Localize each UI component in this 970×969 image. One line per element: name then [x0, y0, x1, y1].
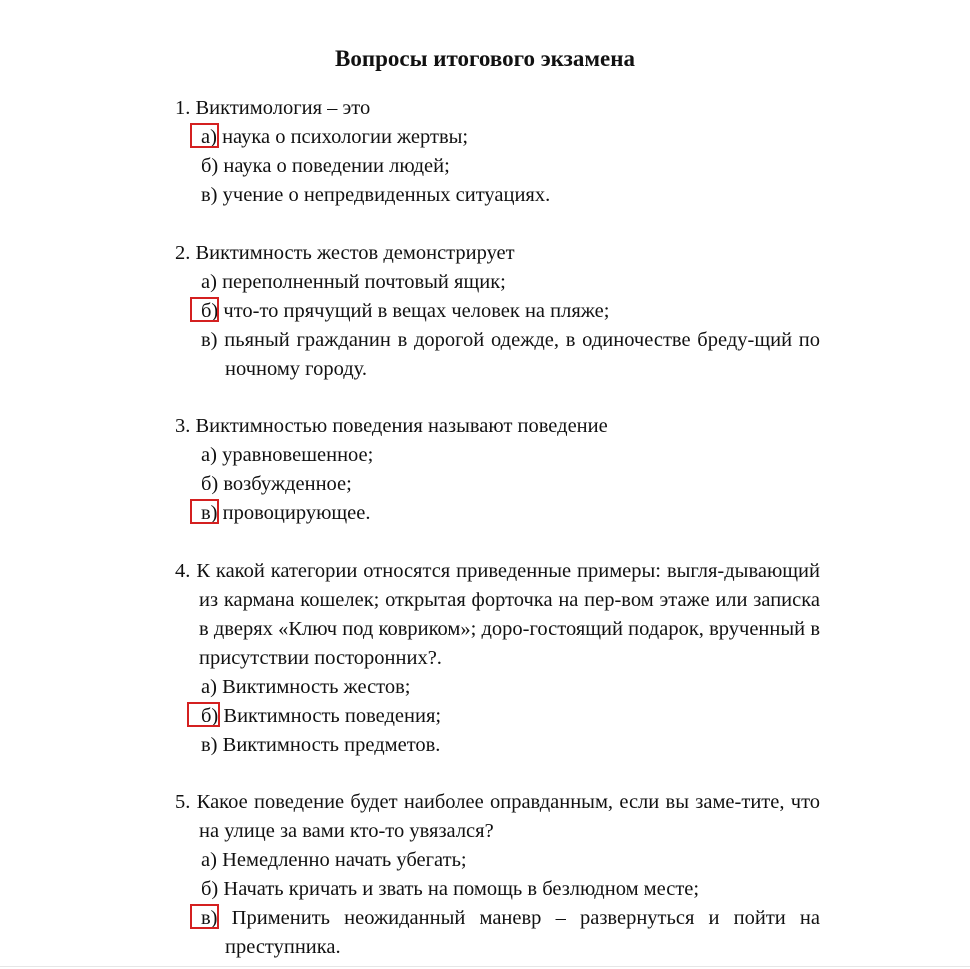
option-letter: а)	[201, 444, 217, 466]
question-body: Какое поведение будет наиболее оправданным, если вы заме-тите, что на улице за вами кто-то увязался?	[196, 791, 821, 842]
answer-option-5c[interactable]	[175, 904, 820, 962]
option-letter: а)	[201, 271, 217, 293]
option-letter: б)	[201, 297, 218, 326]
question-3	[175, 412, 820, 528]
answer-option-5a[interactable]	[175, 846, 820, 875]
option-text: уравновешенное;	[222, 444, 374, 466]
question-text	[175, 788, 820, 846]
answer-option-2b[interactable]	[175, 297, 820, 326]
option-text: пьяный гражданин в дорогой одежде, в одиночестве бреду-щий по ночному городу.	[224, 329, 821, 380]
page-bottom-divider	[0, 966, 970, 967]
option-letter: в)	[201, 734, 218, 756]
option-letter: б)	[201, 473, 219, 495]
option-letter: б)	[201, 155, 219, 177]
option-letter: в)	[201, 904, 218, 933]
answer-option-5b[interactable]	[175, 875, 820, 904]
option-letter: в)	[201, 499, 218, 528]
question-5	[175, 788, 820, 962]
option-letter: в)	[201, 329, 218, 351]
question-2	[175, 239, 820, 384]
question-number: 5.	[175, 791, 191, 813]
answer-option-3c[interactable]	[175, 499, 820, 528]
option-text: Применить неожиданный маневр – развернуться и пойти на преступника.	[225, 907, 820, 958]
answer-option-4c[interactable]	[175, 731, 820, 760]
option-letter: а)	[201, 676, 217, 698]
option-text: Начать кричать и звать на помощь в безлюдном месте;	[223, 878, 700, 900]
option-letter: в)	[201, 184, 218, 206]
option-text: переполненный почтовый ящик;	[222, 271, 506, 293]
option-text: Виктимность жестов;	[222, 676, 411, 698]
question-body: Виктимология – это	[195, 97, 371, 119]
answer-option-1c[interactable]	[175, 181, 820, 210]
option-text: что-то прячущий в вещах человек на пляже;	[223, 300, 610, 322]
option-text: наука о поведении людей;	[223, 155, 450, 177]
page-title: Вопросы итогового экзамена	[335, 46, 635, 71]
option-text: наука о психологии жертвы;	[222, 126, 469, 148]
question-4	[175, 557, 820, 760]
option-text: Виктимность предметов.	[222, 734, 441, 756]
question-number: 1.	[175, 97, 191, 119]
answer-option-2c[interactable]	[175, 326, 820, 384]
option-text: возбужденное;	[223, 473, 352, 495]
option-text: провоцирующее.	[222, 502, 371, 524]
option-letter: а)	[201, 849, 217, 871]
answer-option-1b[interactable]	[175, 152, 820, 181]
question-body: Виктимностью поведения называют поведение	[195, 415, 608, 437]
option-letter: а)	[201, 123, 217, 152]
question-text	[175, 94, 820, 123]
answer-option-4a[interactable]	[175, 673, 820, 702]
question-number: 3.	[175, 415, 191, 437]
question-text	[175, 412, 820, 441]
question-1	[175, 94, 820, 210]
question-body: Виктимность жестов демонстрирует	[195, 242, 515, 264]
question-body: К какой категории относятся приведенные примеры: выгля-дывающий из кармана кошелек; открытая форточка на пер-вом этаже или записка в дверях «Ключ под ковриком»; доро-гостоящий подарок, врученный в присутствии посторонних?.	[196, 560, 820, 669]
answer-option-1a[interactable]	[175, 123, 820, 152]
question-number: 4.	[175, 560, 191, 582]
option-text: Виктимность поведения;	[223, 705, 442, 727]
answer-option-3b[interactable]	[175, 470, 820, 499]
question-text	[175, 557, 820, 673]
question-text	[175, 239, 820, 268]
option-text: Немедленно начать убегать;	[222, 849, 467, 871]
answer-option-3a[interactable]	[175, 441, 820, 470]
option-text: учение о непредвиденных ситуациях.	[222, 184, 551, 206]
option-letter: б)	[201, 702, 218, 731]
question-number: 2.	[175, 242, 191, 264]
option-letter: б)	[201, 878, 219, 900]
answer-option-2a[interactable]	[175, 268, 820, 297]
answer-option-4b[interactable]	[175, 702, 820, 731]
